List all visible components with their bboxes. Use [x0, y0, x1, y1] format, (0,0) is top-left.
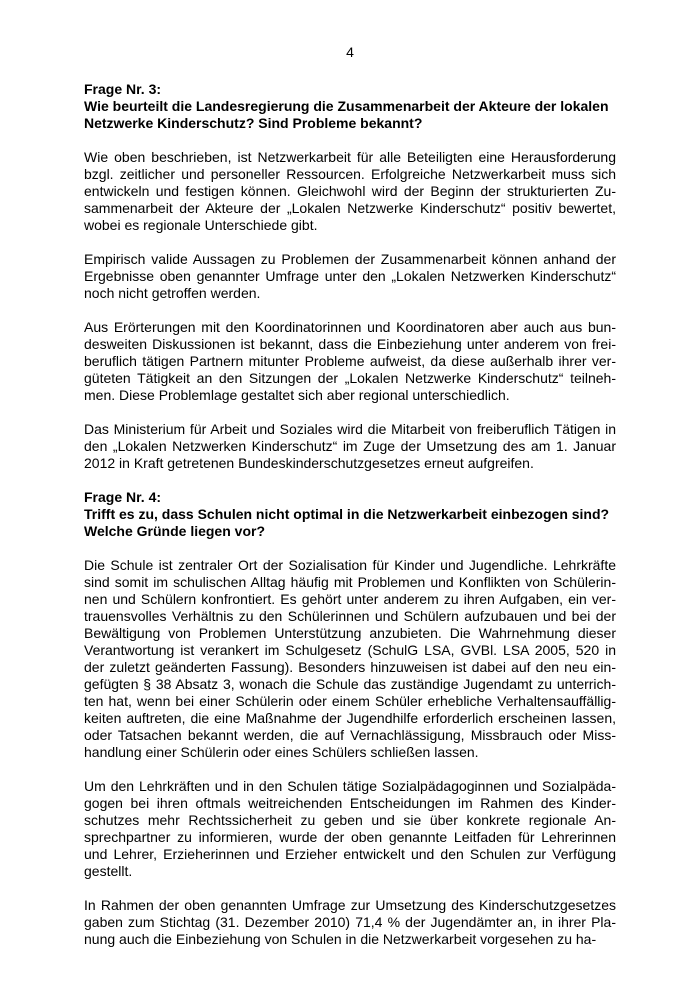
question-text: Trifft es zu, dass Schulen nicht optimal in die Netzwerkarbeit einbezogen sind? Welche Gründe liegen vor?: [84, 506, 610, 539]
answer-paragraph: Um den Lehrkräften und in den Schulen tätige Sozialpädagoginnen und Sozialpädagogen bei ihren oftmals weitreichenden Entscheidungen im Rahmen des Kinderschutzes mehr Rechtssicherheit zu geben und sie über konkrete regionale Ansprechpartner zu informieren, wurde der oben genannte Leitfaden für Lehrerinnen und Lehrer, Erzieherinnen und Erzieher entwickelt und den Schulen zur Verfügung gestellt.: [84, 778, 616, 879]
section-question-3: [84, 81, 616, 472]
answer-paragraph: In Rahmen der oben genannten Umfrage zur Umsetzung des Kinderschutzgesetzes gaben zum Stichtag (31. Dezember 2010) 71,4 % der Jugendämter an, in ihrer Planung auch die Einbeziehung von Schulen in die Netzwerkarbeit vorgesehen zu ha-: [84, 897, 616, 947]
question-text: Wie beurteilt die Landesregierung die Zusammenarbeit der Akteure der lokalen Netzwerke Kinderschutz? Sind Probleme bekannt?: [84, 98, 609, 131]
section-question-4: [84, 489, 616, 948]
answer-paragraph: Das Ministerium für Arbeit und Soziales wird die Mitarbeit von freiberuflich Tätigen in den „Lokalen Netzwerken Kinderschutz“ im Zuge der Umsetzung des am 1. Januar 2012 in Kraft getretenen Bundeskinderschutzgesetzes erneut aufgreifen.: [84, 421, 616, 471]
answer-paragraph: Empirisch valide Aussagen zu Problemen der Zusammenarbeit können anhand der Ergebnisse oben genannter Umfrage unter den „Lokalen Netzwerken Kinderschutz“ noch nicht getroffen werden.: [84, 251, 616, 301]
answer-paragraph: Wie oben beschrieben, ist Netzwerkarbeit für alle Beteiligten eine Herausforderung bzgl. zeitlicher und personeller Ressourcen. Erfolgreiche Netzwerkarbeit muss sich entwickeln und festigen können. Gleichwohl wird der Beginn der strukturierten Zusammenarbeit der Akteure der „Lokalen Netzwerke Kinderschutz“ positiv bewertet, wobei es regionale Unterschiede gibt.: [84, 149, 616, 233]
question-heading: Frage Nr. 3:: [84, 81, 162, 97]
document-body: [84, 81, 616, 948]
answer-paragraph: Die Schule ist zentraler Ort der Sozialisation für Kinder und Jugendliche. Lehrkräfte sind somit im schulischen Alltag häufig mit Problemen und Konflikten von Schülerinnen und Schülern konfrontiert. Es gehört unter anderem zu ihren Aufgaben, ein vertrauensvolles Verhältnis zu den Schülerinnen und Schülern aufzubauen und bei der Bewältigung von Problemen Unterstützung anzubieten. Die Wahrnehmung dieser Verantwortung ist verankert im Schulgesetz (SchulG LSA, GVBl. LSA 2005, 520 in der zuletzt geänderten Fassung). Besonders hinzuweisen ist dabei auf den neu eingefügten § 38 Absatz 3, wonach die Schule das zuständige Jugendamt zu unterrichten hat, wenn bei einer Schülerin oder einem Schüler erhebliche Verhaltensauffälligkeiten auftreten, die eine Maßnahme der Jugendhilfe erforderlich erscheinen lassen, oder Tatsachen bekannt werden, die auf Vernachlässigung, Missbrauch oder Misshandlung einer Schülerin oder eines Schülers schließen lassen.: [84, 557, 616, 760]
answer-paragraph: Aus Erörterungen mit den Koordinatorinnen und Koordinatoren aber auch aus bundesweiten Diskussionen ist bekannt, dass die Einbeziehung unter anderem von freiberuflich tätigen Partnern mitunter Probleme aufweist, da diese außerhalb ihrer vergüteten Tätigkeit an den Sitzungen der „Lokalen Netzwerke Kinderschutz“ teilnehmen. Diese Problemlage gestaltet sich aber regional unterschiedlich.: [84, 319, 616, 403]
question-heading: Frage Nr. 4:: [84, 489, 162, 505]
page-number: 4: [346, 44, 354, 60]
